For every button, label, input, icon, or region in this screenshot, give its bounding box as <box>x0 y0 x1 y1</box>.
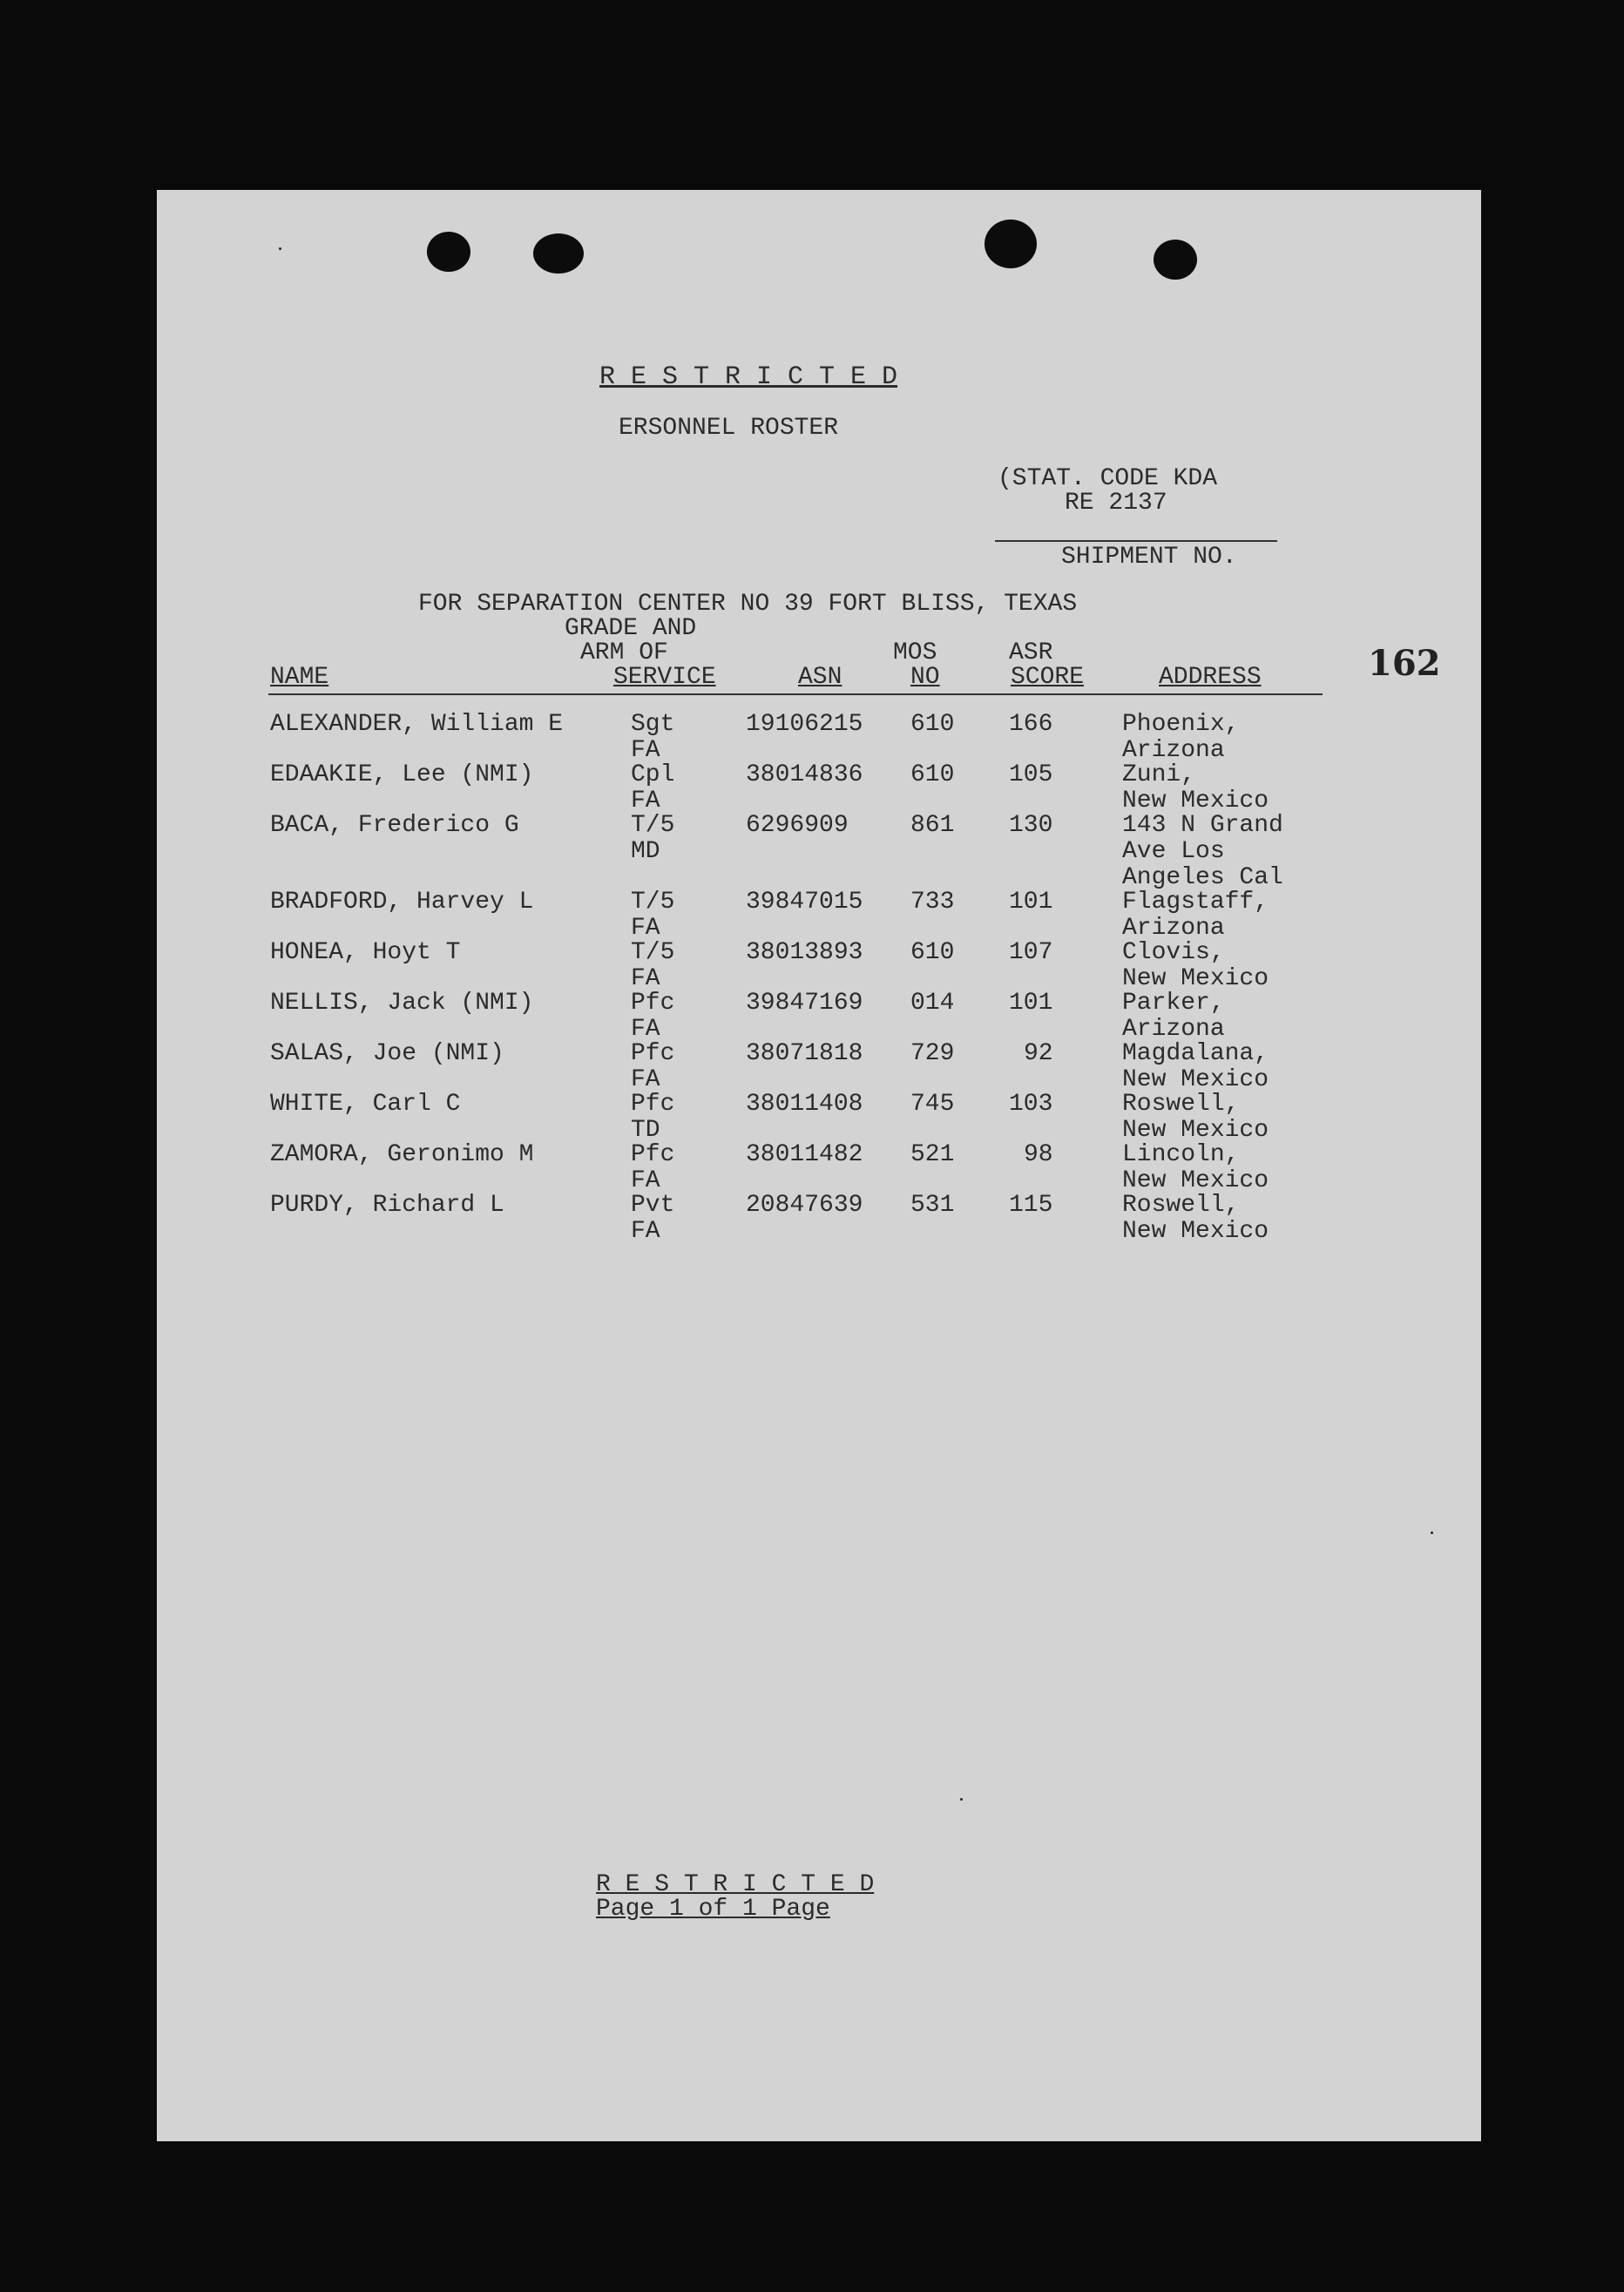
col-mos-2: NO <box>910 664 940 691</box>
page-count: Page 1 of 1 Page <box>596 1896 830 1923</box>
soldier-asr: 101 <box>1009 990 1053 1017</box>
soldier-address-2: New Mexico <box>1122 1167 1269 1194</box>
soldier-asn: 6296909 <box>746 812 849 839</box>
soldier-asr: 166 <box>1009 711 1053 738</box>
soldier-asn: 38011408 <box>746 1091 863 1118</box>
soldier-name: WHITE, Carl C <box>270 1091 461 1118</box>
page-stamp: 162 <box>1368 643 1441 684</box>
paper-speck <box>1431 1531 1433 1534</box>
soldier-arm: FA <box>631 1016 660 1043</box>
soldier-arm: TD <box>631 1117 660 1144</box>
soldier-grade: Pfc <box>631 990 675 1017</box>
classification-footer: R E S T R I C T E D <box>596 1871 875 1898</box>
soldier-address-1: Magdalana, <box>1122 1040 1269 1067</box>
soldier-address-1: Lincoln, <box>1122 1141 1240 1168</box>
soldier-asr: 92 <box>1024 1040 1053 1067</box>
roster-page <box>157 190 1481 2141</box>
soldier-address-1: Flagstaff, <box>1122 889 1269 916</box>
soldier-grade: T/5 <box>631 812 675 839</box>
soldier-grade: Pvt <box>631 1192 675 1219</box>
soldier-address-1: Clovis, <box>1122 939 1225 966</box>
soldier-arm: FA <box>631 915 660 942</box>
soldier-address-1: Parker, <box>1122 990 1225 1017</box>
soldier-name: EDAAKIE, Lee (NMI) <box>270 761 534 788</box>
soldier-name: BACA, Frederico G <box>270 812 519 839</box>
col-name: NAME <box>270 664 329 691</box>
soldier-asr: 130 <box>1009 812 1053 839</box>
col-grade-3: SERVICE <box>613 664 716 691</box>
soldier-asr: 107 <box>1009 939 1053 966</box>
soldier-mos: 610 <box>910 761 955 788</box>
soldier-arm: FA <box>631 1066 660 1093</box>
stat-code: (STAT. CODE KDA <box>998 465 1218 492</box>
soldier-asn: 19106215 <box>746 711 863 738</box>
soldier-mos: 861 <box>910 812 955 839</box>
soldier-address-2: Ave Los <box>1122 838 1225 865</box>
shipment-rule <box>995 540 1277 542</box>
soldier-address-2: Arizona <box>1122 915 1225 942</box>
soldier-grade: Pfc <box>631 1091 675 1118</box>
soldier-address-2: New Mexico <box>1122 965 1269 992</box>
soldier-arm: FA <box>631 1218 660 1245</box>
soldier-name: ZAMORA, Geronimo M <box>270 1141 534 1168</box>
punch-hole <box>427 232 470 272</box>
separation-center-line: FOR SEPARATION CENTER NO 39 FORT BLISS, TEXAS <box>418 591 1078 618</box>
col-asr-2: SCORE <box>1011 664 1085 691</box>
soldier-name: BRADFORD, Harvey L <box>270 889 534 916</box>
re-code: RE 2137 <box>1065 490 1167 517</box>
punch-hole <box>1154 240 1197 280</box>
soldier-address-1: 143 N Grand <box>1122 812 1283 839</box>
soldier-asr: 115 <box>1009 1192 1053 1219</box>
soldier-address-1: Phoenix, <box>1122 711 1240 738</box>
soldier-asr: 103 <box>1009 1091 1053 1118</box>
soldier-name: NELLIS, Jack (NMI) <box>270 990 534 1017</box>
col-asr-1: ASR <box>1009 639 1053 666</box>
col-mos-1: MOS <box>893 639 937 666</box>
soldier-address-2: New Mexico <box>1122 1066 1269 1093</box>
col-grade-1: GRADE AND <box>565 615 697 642</box>
soldier-arm: MD <box>631 838 660 865</box>
soldier-arm: FA <box>631 965 660 992</box>
soldier-grade: T/5 <box>631 889 675 916</box>
soldier-mos: 610 <box>910 711 955 738</box>
document-title: ERSONNEL ROSTER <box>619 415 839 442</box>
paper-speck <box>279 247 281 250</box>
soldier-asn: 38071818 <box>746 1040 863 1067</box>
soldier-asr: 105 <box>1009 761 1053 788</box>
soldier-address-2: Arizona <box>1122 1016 1225 1043</box>
header-rule <box>268 693 1323 695</box>
soldier-grade: Sgt <box>631 711 675 738</box>
soldier-grade: Pfc <box>631 1040 675 1067</box>
soldier-mos: 521 <box>910 1141 955 1168</box>
soldier-address-2: New Mexico <box>1122 1218 1269 1245</box>
punch-hole <box>985 220 1037 268</box>
soldier-address-2: New Mexico <box>1122 1117 1269 1144</box>
soldier-address-2: New Mexico <box>1122 788 1269 815</box>
soldier-arm: FA <box>631 737 660 764</box>
soldier-mos: 531 <box>910 1192 955 1219</box>
soldier-asn: 20847639 <box>746 1192 863 1219</box>
paper-speck <box>960 1798 963 1801</box>
soldier-name: HONEA, Hoyt T <box>270 939 461 966</box>
soldier-address-2: Arizona <box>1122 737 1225 764</box>
soldier-mos: 733 <box>910 889 955 916</box>
col-asn: ASN <box>798 664 842 691</box>
soldier-asn: 38013893 <box>746 939 863 966</box>
soldier-mos: 014 <box>910 990 955 1017</box>
soldier-grade: Pfc <box>631 1141 675 1168</box>
soldier-mos: 610 <box>910 939 955 966</box>
col-address: ADDRESS <box>1159 664 1262 691</box>
soldier-address-1: Zuni, <box>1122 761 1196 788</box>
soldier-mos: 745 <box>910 1091 955 1118</box>
soldier-address-1: Roswell, <box>1122 1192 1240 1219</box>
soldier-arm: FA <box>631 788 660 815</box>
soldier-grade: Cpl <box>631 761 675 788</box>
soldier-asn: 39847015 <box>746 889 863 916</box>
shipment-label: SHIPMENT NO. <box>1061 544 1237 571</box>
soldier-name: PURDY, Richard L <box>270 1192 504 1219</box>
soldier-arm: FA <box>631 1167 660 1194</box>
soldier-asn: 38011482 <box>746 1141 863 1168</box>
soldier-address-1: Roswell, <box>1122 1091 1240 1118</box>
soldier-address-3: Angeles Cal <box>1122 864 1283 891</box>
punch-hole <box>533 233 584 274</box>
soldier-name: ALEXANDER, William E <box>270 711 564 738</box>
soldier-name: SALAS, Joe (NMI) <box>270 1040 504 1067</box>
soldier-asr: 98 <box>1024 1141 1053 1168</box>
soldier-mos: 729 <box>910 1040 955 1067</box>
soldier-asr: 101 <box>1009 889 1053 916</box>
classification-header: R E S T R I C T E D <box>599 362 898 392</box>
col-grade-2: ARM OF <box>580 639 668 666</box>
soldier-grade: T/5 <box>631 939 675 966</box>
soldier-asn: 39847169 <box>746 990 863 1017</box>
soldier-asn: 38014836 <box>746 761 863 788</box>
